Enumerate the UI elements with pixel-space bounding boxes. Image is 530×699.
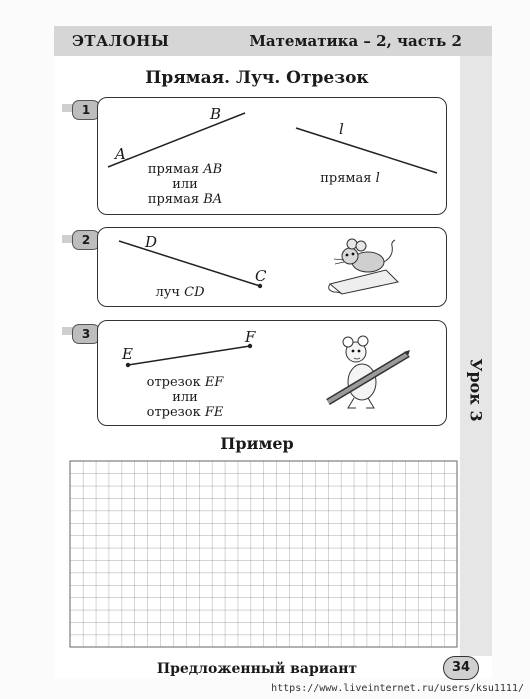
line-ab-caption: прямая AB или прямая BA (147, 162, 223, 207)
line-l-caption: прямая l (320, 171, 380, 186)
panel-2-number: 2 (72, 230, 100, 250)
point-e-dot (126, 363, 130, 367)
segment-caption: отрезок EF или отрезок FE (146, 375, 224, 420)
panel-3-number: 3 (72, 324, 100, 344)
mouse-with-pencil-icon (326, 336, 410, 412)
ray-caption: луч CD (155, 285, 205, 300)
page-number: 34 (443, 656, 479, 680)
point-c-label: C (255, 267, 267, 285)
page-title: Прямая. Луч. Отрезок (145, 68, 369, 88)
segment-ef (128, 346, 250, 365)
example-heading: Пример (220, 434, 294, 453)
footer-caption: Предложенный вариант (156, 661, 358, 677)
point-b-label: B (210, 105, 222, 123)
point-e-label: E (122, 345, 133, 363)
panel-1-number: 1 (72, 100, 100, 120)
line-l-label: l (339, 120, 344, 138)
point-d-label: D (145, 233, 158, 251)
header-book-title: Математика – 2, часть 2 (249, 32, 462, 50)
graph-paper-grid (70, 461, 457, 647)
header-section-label: ЭТАЛОНЫ (72, 32, 170, 50)
source-url[interactable]: https://www.liveinternet.ru/users/ksu1111/ (271, 683, 524, 694)
point-f-label: F (245, 328, 256, 346)
point-a-label: A (115, 145, 126, 163)
